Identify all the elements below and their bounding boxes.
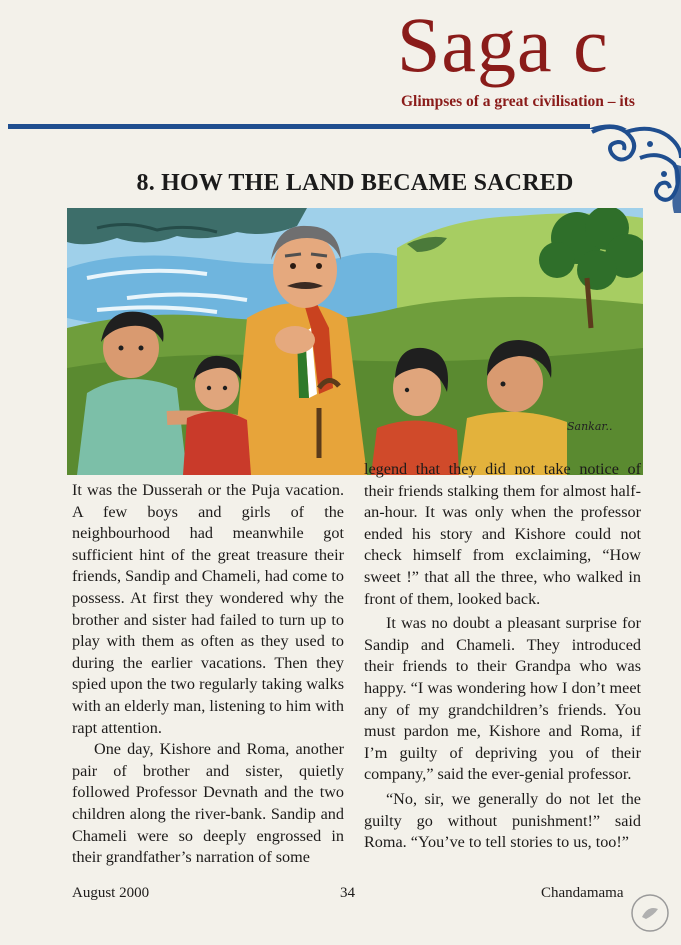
header-rule: [8, 124, 681, 129]
masthead-title: Saga c: [397, 1, 609, 88]
watermark-stamp-icon: [630, 893, 670, 933]
issue-date: August 2000: [72, 885, 150, 901]
corner-ornament-icon: [590, 118, 681, 213]
paragraph: It was the Dusserah or the Puja vacation. A few boys and girls of the neighbourhood had meanwhile got sufficient hint of the great treasure their friends, Sandip and Chameli, had come to possess. At first they wondered why the brother and sister had failed to turn up to play with them as often as they used to during the earlier vacations. Then they spied upon the two regularly taking walks with an elderly man, listening to him with rapt attention.: [72, 481, 344, 737]
right-column: [364, 459, 641, 854]
page-number: 34: [340, 885, 355, 901]
chapter-title: 8. HOW THE LAND BECAME SACRED: [136, 170, 574, 196]
masthead-subtitle: Glimpses of a great civilisation – its: [401, 93, 635, 110]
left-column: [72, 480, 344, 869]
story-illustration: [67, 208, 643, 475]
paragraph: It was no doubt a pleasant surprise for Sandip and Chameli. They introduced their friends to their Grandpa who was happy. “I was wondering how I don’t meet any of my grandchildren’s friends. You must pardon me, Kishore and Roma, if I’m guilty of depriving you of their company,” said the ever-genial professor.: [364, 614, 641, 784]
paragraph: legend that they did not take notice of their friends stalking them for almost half-an-hour. It was only when the professor ended his story and Kishore could not check himself from exclaiming, “How sweet !” that all the three, who walked in front of them, looked back.: [364, 460, 641, 608]
paragraph: “No, sir, we generally do not let the guilty go without punishment!” said Roma. “You’ve to tell stories to us, too!”: [364, 789, 641, 852]
paragraph: One day, Kishore and Roma, another pair of brother and sister, quietly followed Professor Devnath and the two children along the river-bank. Sandip and Chameli were so deeply engrossed in their grandfather’s narration of some: [72, 740, 344, 867]
publication-name: Chandamama: [541, 885, 624, 901]
artist-signature: Sankar..: [567, 420, 613, 433]
